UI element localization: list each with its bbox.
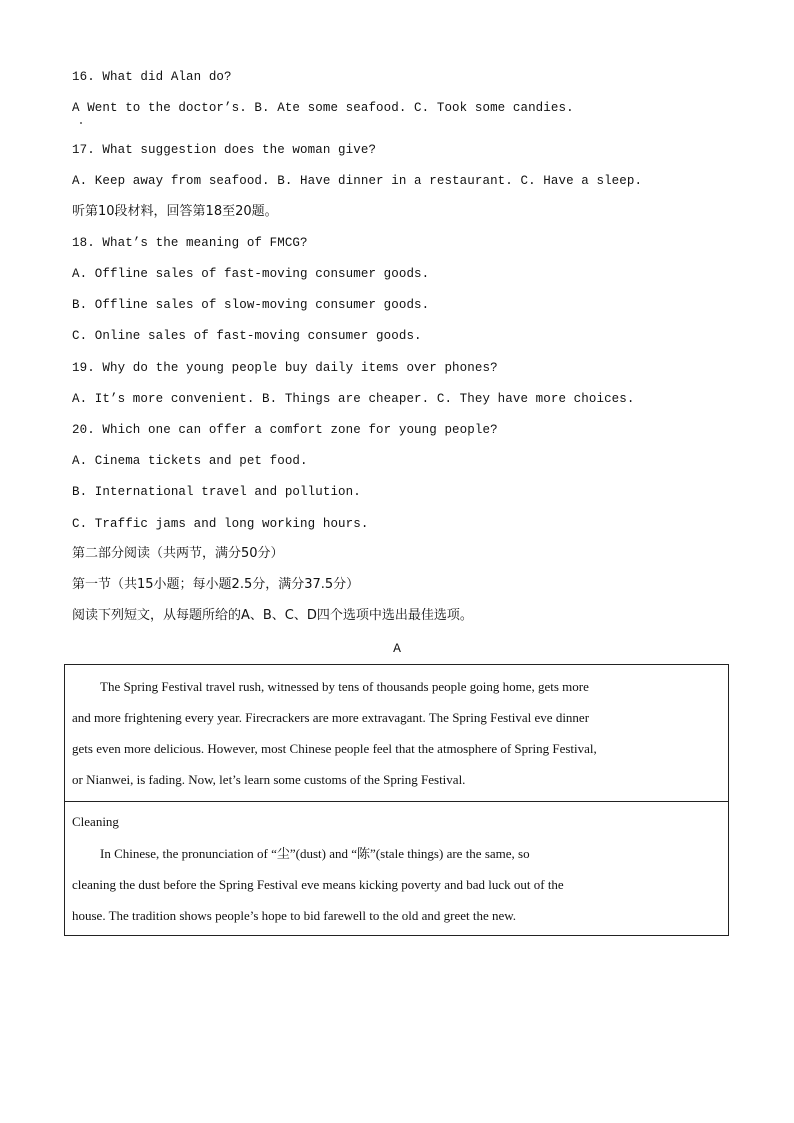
reading-instruction: 阅读下列短文，从每题所给的A、B、C、D四个选项中选出最佳选项。 bbox=[72, 608, 473, 623]
question-20-stem: 20. Which one can offer a comfort zone for young people? bbox=[72, 423, 498, 437]
cleaning-line: In Chinese, the pronunciation of “尘”(dust) and “陈”(stale things) are the same, so bbox=[100, 846, 530, 861]
question-16-options: A Went to the doctor’s. B. Ate some seafood. C. Took some candies. bbox=[72, 101, 574, 115]
cleaning-heading: Cleaning bbox=[72, 814, 119, 829]
question-19-stem: 19. Why do the young people buy daily items over phones? bbox=[72, 361, 498, 375]
question-20-option-b: B. International travel and pollution. bbox=[72, 485, 361, 499]
passage-box bbox=[64, 664, 729, 936]
question-20-option-c: C. Traffic jams and long working hours. bbox=[72, 517, 369, 531]
question-16-stem: 16. What did Alan do? bbox=[72, 70, 232, 84]
question-18-stem: 18. What’s the meaning of FMCG? bbox=[72, 236, 308, 250]
stray-mark bbox=[80, 122, 82, 124]
question-20-option-a: A. Cinema tickets and pet food. bbox=[72, 454, 308, 468]
passage-divider bbox=[65, 801, 728, 802]
passage-intro-line: The Spring Festival travel rush, witnessed by tens of thousands people going home, gets more bbox=[100, 679, 589, 694]
section-one-title: 第一节（共15小题；每小题2.5分，满分37.5分） bbox=[72, 577, 360, 592]
cleaning-line: cleaning the dust before the Spring Festival eve means kicking poverty and bad luck out of the bbox=[72, 877, 564, 892]
question-17-options: A. Keep away from seafood. B. Have dinner in a restaurant. C. Have a sleep. bbox=[72, 174, 643, 188]
question-18-option-c: C. Online sales of fast-moving consumer goods. bbox=[72, 329, 422, 343]
passage-intro-line: gets even more delicious. However, most Chinese people feel that the atmosphere of Spring Festival, bbox=[72, 741, 597, 756]
section-instruction: 听第10段材料，回答第18至20题。 bbox=[72, 204, 278, 219]
question-18-option-a: A. Offline sales of fast-moving consumer goods. bbox=[72, 267, 430, 281]
cleaning-line: house. The tradition shows people’s hope to bid farewell to the old and greet the new. bbox=[72, 908, 517, 923]
question-19-options: A. It’s more convenient. B. Things are cheaper. C. They have more choices. bbox=[72, 392, 635, 406]
part-two-title: 第二部分阅读（共两节，满分50分） bbox=[72, 546, 284, 561]
passage-intro-line: and more frightening every year. Firecrackers are more extravagant. The Spring Festival eve dinner bbox=[72, 710, 590, 725]
passage-letter: A bbox=[393, 641, 401, 656]
question-17-stem: 17. What suggestion does the woman give? bbox=[72, 143, 377, 157]
question-18-option-b: B. Offline sales of slow-moving consumer goods. bbox=[72, 298, 430, 312]
passage-intro-line: or Nianwei, is fading. Now, let’s learn some customs of the Spring Festival. bbox=[72, 772, 466, 787]
